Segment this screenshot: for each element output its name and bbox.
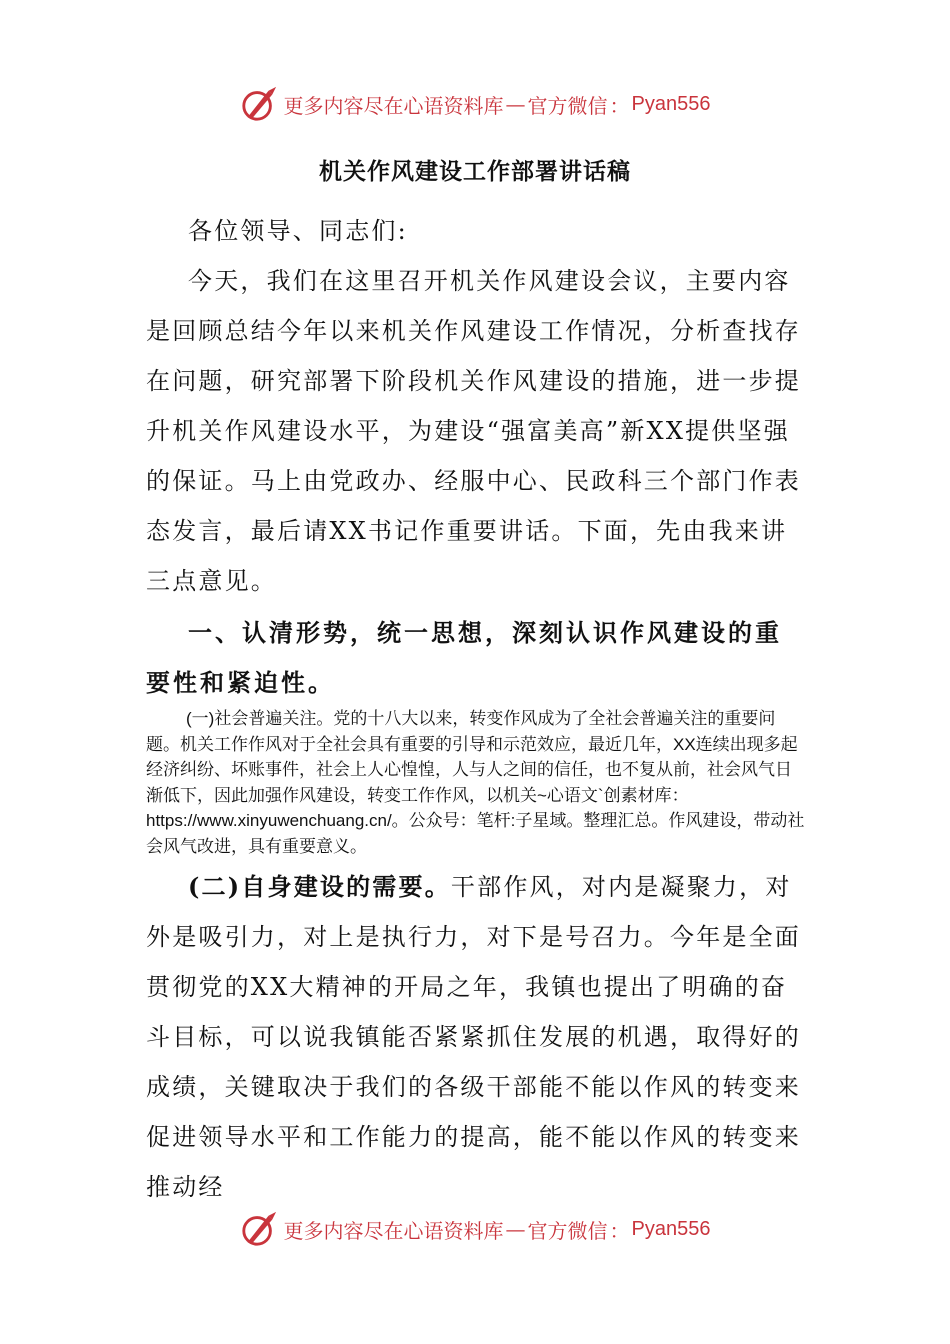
quill-pen-logo-icon bbox=[240, 1210, 278, 1248]
watermark-separator: ： bbox=[609, 1218, 630, 1243]
watermark-separator: ： bbox=[609, 93, 630, 118]
watermark-banner-top bbox=[0, 82, 950, 126]
greeting-paragraph bbox=[146, 206, 806, 256]
section-heading bbox=[146, 608, 806, 708]
section-item-2-text: 干部作风，对内是凝聚力，对外是吸引力，对上是执行力，对下是号召力。今年是全面贯彻党的XX大精神的开局之年，我镇也提出了明确的奋斗目标，可以说我镇能否紧紧抓住发展的机遇，取得好的成绩，关键取决于我们的各级干部能不能以作风的转变来促进领导水平和工作能力的提高，能不能以作风的转变来推动经 bbox=[146, 873, 801, 1201]
watermark-official-label: 官方微信 bbox=[527, 1218, 608, 1243]
section-item-2-lead: (二)自身建设的需要。 bbox=[188, 872, 451, 901]
watermark-official-label: 官方微信 bbox=[527, 93, 608, 118]
watermark-dash: — bbox=[505, 92, 526, 116]
watermark-wechat-id: Pyan556 bbox=[631, 1217, 711, 1240]
watermark-wechat-id: Pyan556 bbox=[631, 92, 711, 115]
section-item-2-paragraph bbox=[146, 862, 806, 1212]
section-item-1-text: (一)社会普遍关注。党的十八大以来，转变作风成为了全社会普遍关注的重要问题。机关工作作风对于全社会具有重要的引导和示范效应，最近几年，XX连续出现多起经济纠纷、坏账事件，社会上人心惶惶，人与人之间的信任，也不复从前，社会风气日渐低下，因此加强作风建设，转变工作作风，以机关~心语文`创素材库：https://www.xinyuwenchuang.cn/。公众号：笔杆:子星域。整理汇总。作风建设，带动社会风气改进，具有重要意义。 bbox=[146, 709, 805, 856]
page-title: 机关作风建设工作部署讲话稿 bbox=[319, 158, 631, 185]
greeting-text: 各位领导、同志们: bbox=[188, 217, 408, 245]
intro-text: 今天，我们在这里召开机关作风建设会议，主要内容是回顾总结今年以来机关作风建设工作情况，分析查找存在问题，研究部署下阶段机关作风建设的措施，进一步提升机关作风建设水平，为建设“强富美高”新XX提供坚强的保证。马上由党政办、经服中心、民政科三个部门作表态发言，最后请XX书记作重要讲话。下面，先由我来讲三点意见。 bbox=[146, 267, 801, 595]
section-item-1-paragraph bbox=[146, 706, 806, 859]
watermark-banner-bottom bbox=[0, 1207, 950, 1251]
intro-paragraph bbox=[146, 256, 806, 606]
watermark-text: 更多内容尽在心语资料库 bbox=[283, 93, 504, 118]
quill-pen-logo-icon bbox=[240, 85, 278, 123]
section-heading-text: 一、认清形势，统一思想，深刻认识作风建设的重要性和紧迫性。 bbox=[146, 618, 782, 697]
watermark-dash: — bbox=[505, 1217, 526, 1241]
watermark-text: 更多内容尽在心语资料库 bbox=[283, 1218, 504, 1243]
